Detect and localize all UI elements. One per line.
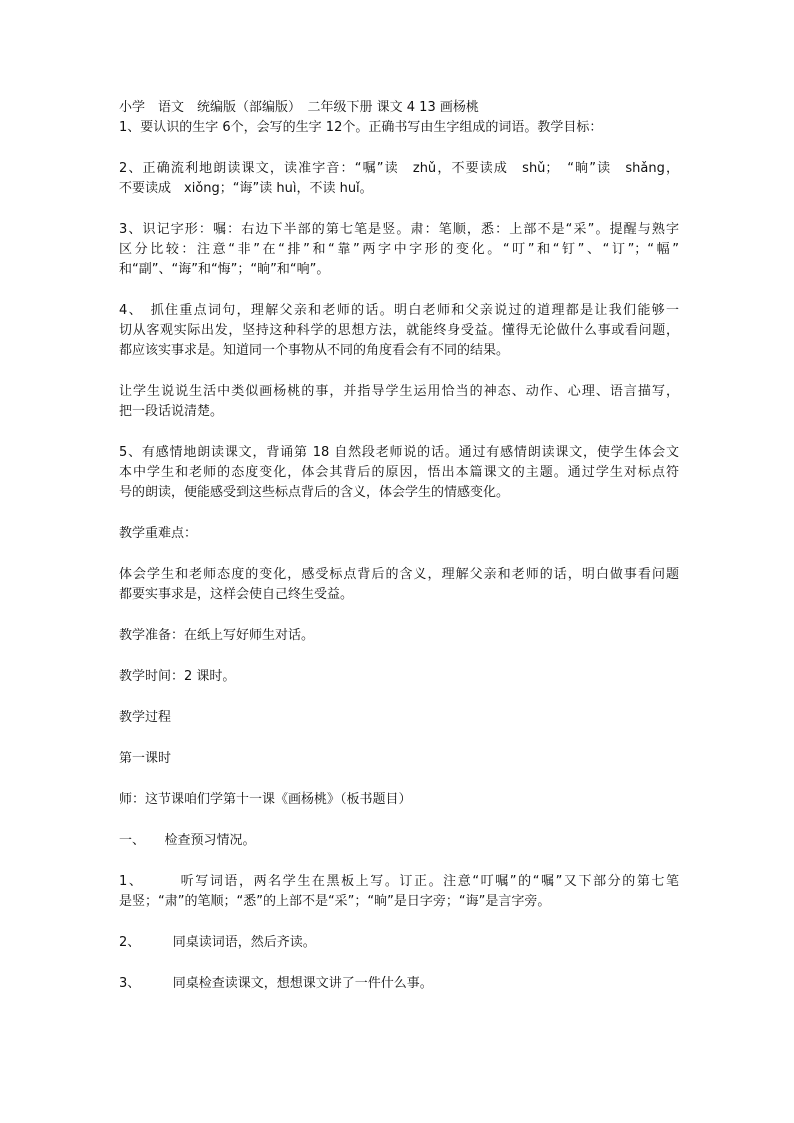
objective-item-3-line-2: 区分比较：注意“非”在“排”和“靠”两字中字形的变化。“叮”和“钉”、“订”；“幅” <box>119 242 679 257</box>
step-1-line-2: 是竖；“肃”的笔顺；“悉”的上部不是“采”；“晌”是日字旁；“诲”是言字旁。 <box>119 894 551 909</box>
key-points-line-2: 都要实事求是，这样会使自己终生受益。 <box>119 587 354 602</box>
life-example-line-2: 把一段话说清楚。 <box>119 404 224 419</box>
objective-item-5-line-2: 本中学生和老师的态度变化，体会其背后的原因，悟出本篇课文的主题。通过学生对标点符 <box>119 465 679 480</box>
teaching-preparation: 教学准备：在纸上写好师生对话。 <box>119 628 315 643</box>
objective-item-3-line-3: 和“副”、“诲”和“悔”；“晌”和“响”。 <box>119 262 330 277</box>
objective-item-3-line-1: 3、识记字形：嘱：右边下半部的第七笔是竖。肃：笔顺，悉：上部不是“采”。提醒与熟字 <box>119 222 679 237</box>
objective-item-4-line-2: 切从客观实际出发，坚持这种科学的思想方法，就能终身受益。懂得无论做什么事或看问题， <box>119 323 679 338</box>
life-example-line-1: 让学生说说生活中类似画杨桃的事，并指导学生运用恰当的神态、动作、心理、语言描写， <box>119 384 679 399</box>
objective-item-5-line-3: 号的朗读，便能感受到这些标点背后的含义，体会学生的情感变化。 <box>119 485 510 500</box>
step-3: 3、 同桌检查读课文，想想课文讲了一件什么事。 <box>119 976 433 991</box>
first-lesson-heading: 第一课时 <box>119 751 172 766</box>
objective-item-2-line-1: 2、正确流利地朗读课文，读准字音：“嘱”读 zhǔ，不要读成 shǔ； “晌”读 shǎng， <box>119 161 679 176</box>
step-2: 2、 同桌读词语，然后齐读。 <box>119 935 316 950</box>
document-page <box>119 98 679 994</box>
teaching-time: 教学时间：2 课时。 <box>119 669 236 684</box>
step-1-line-1: 1、 听写词语，两名学生在黑板上写。订正。注意“叮嘱”的“嘱”又下部分的第七笔 <box>119 874 679 889</box>
objective-item-2-line-2: 不要读成 xiǒng；“诲”读 huì，不读 huǐ。 <box>119 181 373 196</box>
key-points-line-1: 体会学生和老师态度的变化，感受标点背后的含义，理解父亲和老师的话，明白做事看问题 <box>119 567 679 582</box>
objective-item-5-line-1: 5、有感情地朗读课文，背诵第 18 自然段老师说的话。通过有感情朗读课文，使学生体会文 <box>119 445 679 460</box>
step-one-heading: 一、 检查预习情况。 <box>119 833 256 848</box>
key-points-label: 教学重难点： <box>119 526 198 541</box>
objective-item-4-line-1: 4、 抓住重点词句，理解父亲和老师的话。明白老师和父亲说过的道理都是让我们能够一 <box>119 303 679 318</box>
objective-item-4-line-3: 都应该实事求是。知道同一个事物从不同的角度看会有不同的结果。 <box>119 343 510 358</box>
teaching-process-heading: 教学过程 <box>119 710 172 725</box>
objective-item-1: 1、要认识的生字 6个，会写的生字 12个。正确书写由生字组成的词语。教学目标： <box>119 120 603 135</box>
teacher-intro: 师：这节课咱们学第十一课《画杨桃》（板书题目） <box>119 792 412 807</box>
document-header: 小学 语文 统编版（部编版） 二年级下册 课文 4 13 画杨桃 <box>119 100 479 115</box>
